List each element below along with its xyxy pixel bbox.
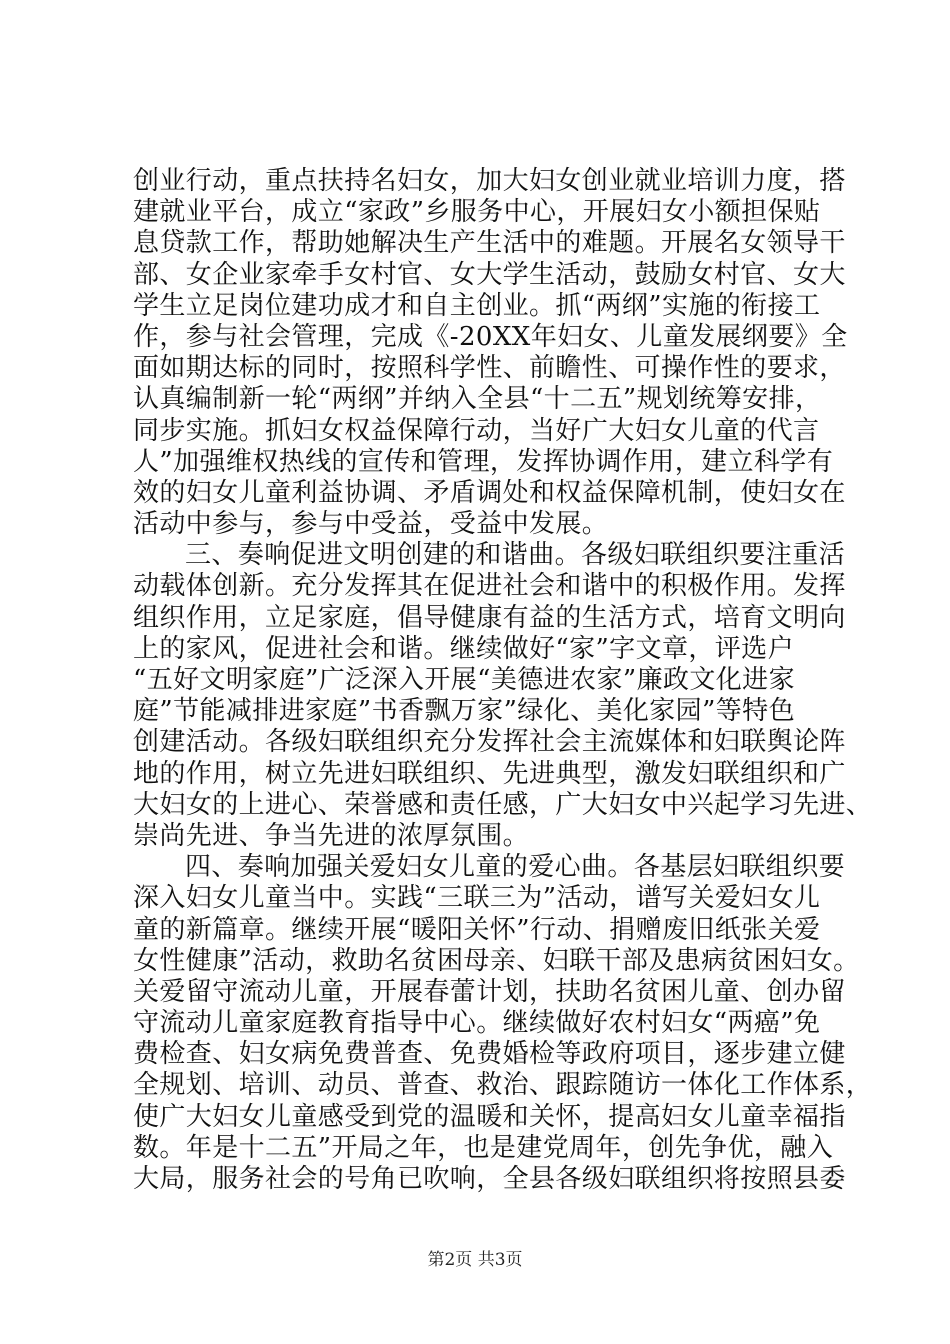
text-line: 创建活动。各级妇联组织充分发挥社会主流媒体和妇联舆论阵 [133, 727, 846, 758]
text-line: 学生立足岗位建功成才和自主创业。抓“两纲”实施的衔接工 [133, 290, 821, 321]
body-text [133, 166, 873, 1195]
text-line: 组织作用，立足家庭，倡导健康有益的生活方式，培育文明向 [133, 602, 846, 633]
text-line: 使广大妇女儿童感受到党的温暖和关怀，提高妇女儿童幸福指 [133, 1101, 846, 1132]
text-line: 作，参与社会管理，完成《-20XX年妇女、儿童发展纲要》全 [133, 321, 848, 352]
text-line: 活动中参与，参与中受益，受益中发展。 [133, 509, 609, 540]
text-line: 大妇女的上进心、荣誉感和责任感，广大妇女中兴起学习先进、 [133, 789, 873, 820]
text-line: 同步实施。抓妇女权益保障行动，当好广大妇女儿童的代言 [133, 415, 820, 446]
text-line: 庭”节能减排进家庭”书香飘万家”绿化、美化家园”等特色 [133, 696, 795, 727]
text-line: 面如期达标的同时，按照科学性、前瞻性、可操作性的要求， [133, 353, 846, 384]
text-line: “五好文明家庭”广泛深入开展“美德进农家”廉政文化进家 [133, 665, 795, 695]
text-line: 上的家风，促进社会和谐。继续做好“家”字文章，评选户 [133, 633, 794, 664]
text-line: 数。年是十二五”开局之年，也是建党周年，创先争优，融入 [133, 1132, 834, 1163]
text-line: 四、奏响加强关爱妇女儿童的爱心曲。各基层妇联组织要 [185, 852, 846, 883]
text-line: 人”加强维权热线的宣传和管理，发挥协调作用，建立科学有 [133, 446, 834, 477]
text-line: 大局，服务社会的号角已吹响，全县各级妇联组织将按照县委 [133, 1164, 846, 1194]
text-line: 费检查、妇女病免费普查、免费婚检等政府项目，逐步建立健 [133, 1039, 846, 1070]
text-line: 部、女企业家牵手女村官、女大学生活动，鼓励女村官、女大 [133, 259, 846, 290]
text-line: 地的作用，树立先进妇联组织、先进典型，激发妇联组织和广 [133, 758, 846, 789]
text-line: 深入妇女儿童当中。实践“三联三为”活动，谱写关爱妇女儿 [133, 883, 821, 914]
text-line: 关爱留守流动儿童，开展春蕾计划，扶助名贫困儿童、创办留 [133, 976, 846, 1007]
text-line: 童的新篇章。继续开展“暖阳关怀”行动、捐赠废旧纸张关爱 [133, 914, 821, 945]
text-line: 崇尚先进、争当先进的浓厚氛围。 [133, 820, 530, 851]
text-line: 创业行动，重点扶持名妇女，加大妇女创业就业培训力度，搭 [133, 166, 846, 196]
text-line: 三、奏响促进文明创建的和谐曲。各级妇联组织要注重活 [185, 540, 846, 571]
text-line: 息贷款工作，帮助她解决生产生活中的难题。开展名女领导干 [133, 228, 846, 259]
text-line: 认真编制新一轮“两纲”并纳入全县“十二五”规划统筹安排， [133, 384, 822, 415]
page-footer: 第2页 共3页 [427, 1250, 523, 1270]
text-line: 全规划、培训、动员、普查、救治、跟踪随访一体化工作体系， [133, 1070, 873, 1101]
text-line: 建就业平台，成立“家政”乡服务中心，开展妇女小额担保贴 [133, 197, 821, 228]
text-line: 守流动儿童家庭教育指导中心。继续做好农村妇女“两癌”免 [133, 1008, 821, 1039]
text-line: 女性健康”活动，救助名贫困母亲、妇联干部及患病贫困妇女。 [133, 945, 860, 976]
text-line: 效的妇女儿童利益协调、矛盾调处和权益保障机制，使妇女在 [133, 477, 846, 508]
text-line: 动载体创新。充分发挥其在促进社会和谐中的积极作用。发挥 [133, 571, 846, 602]
